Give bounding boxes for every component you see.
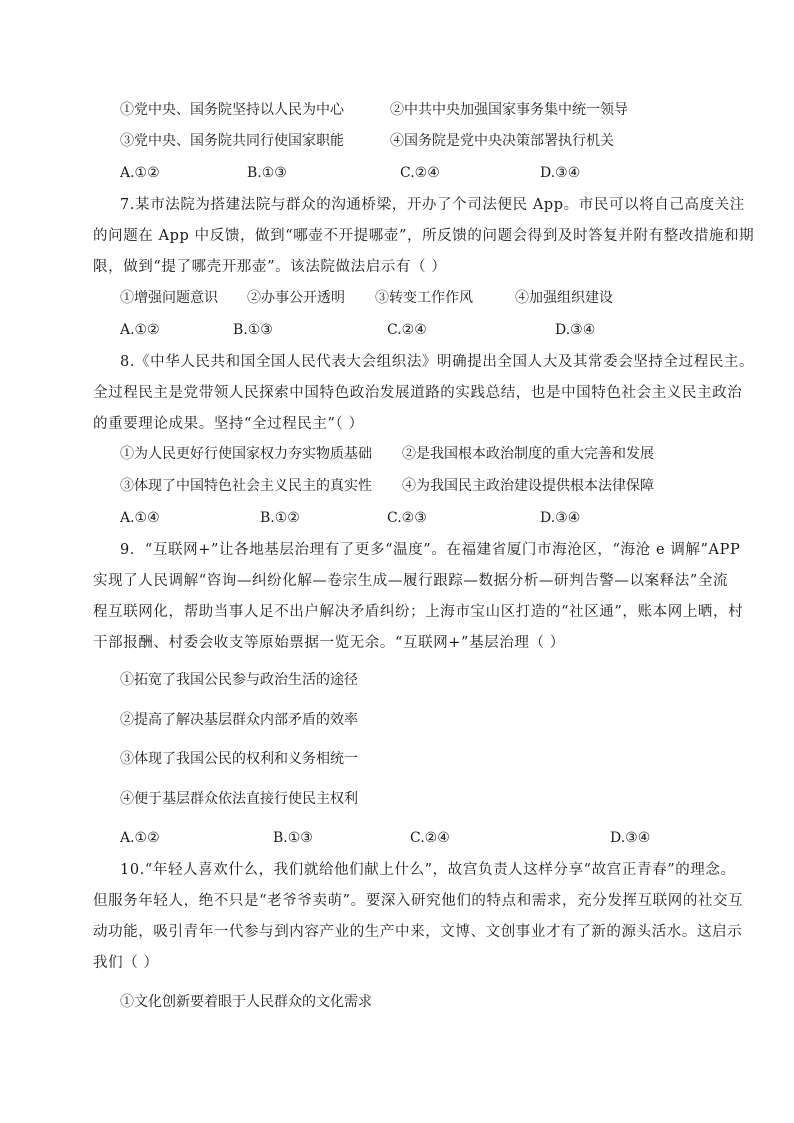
q8-choice-c: C.②③ [387,510,427,526]
q10-stem-line-2: 但服务年轻人，绝不只是“老爷爷卖萌”。要深入研究他们的特点和需求，充分发挥互联网的社交互 [93,893,744,909]
q6-choice-b: B.①③ [247,165,287,181]
q9-choice-c: C.②④ [410,830,450,846]
q6-option-1: ①党中央、国务院坚持以人民为中心 [120,102,344,118]
q9-stem-line-3: 程互联网化，帮助当事人足不出户解决矛盾纠纷；上海市宝山区打造的“社区通”，账本网上晒，村 [93,604,744,620]
q8-choice-b: B.①② [260,510,300,526]
q8-stem-line-2: 全过程民主是党带领人民探索中国特色政治发展道路的实践总结，也是中国特色社会主义民主政治 [93,385,743,401]
q8-option-2: ②是我国根本政治制度的重大完善和发展 [402,446,654,462]
q7-choice-b: B.①③ [233,322,273,338]
q10-stem-line-4: 我们（ ） [93,955,159,971]
q9-option-1: ①拓宽了我国公民参与政治生活的途径 [120,672,358,688]
q6-option-2: ②中共中央加强国家事务集中统一领导 [390,102,628,118]
q9-choice-a: A.①② [120,830,160,846]
q10-stem-line-3: 动功能，吸引青年一代参与到内容产业的生产中来，文博、文创事业才有了新的源头活水。这启示 [93,924,743,940]
q7-stem-line-2: 的问题在 App 中反馈，做到“哪壶不开提哪壶”，所反馈的问题会得到及时答复并附有整改措施和期 [93,228,755,244]
q8-choice-d: D.③④ [540,510,581,526]
q8-option-1: ①为人民更好行使国家权力夯实物质基础 [120,446,372,462]
q8-choice-a: A.①④ [120,510,160,526]
q7-choice-a: A.①② [120,322,160,338]
q9-stem-line-4: 干部报酬、村委会收支等原始票据一览无余。“互联网+”基层治理（ ） [93,635,565,651]
q6-choice-a: A.①② [120,165,160,181]
q7-option-3: ③转变工作作风 [375,290,473,306]
q7-option-1: ①增强问题意识 [120,290,218,306]
q9-stem-line-2: 实现了人民调解“咨询—纠纷化解—卷宗生成—履行跟踪—数据分析—研判告警—以案释法”全流 [93,573,729,589]
q6-option-4: ④国务院是党中央决策部署执行机关 [390,133,614,149]
q9-option-2: ②提高了解决基层群众内部矛盾的效率 [120,712,358,728]
q6-choice-c: C.②④ [400,165,440,181]
q7-choice-c: C.②④ [387,322,427,338]
q10-stem-line-1: 10.“年轻人喜欢什么，我们就给他们献上什么”，故宫负责人这样分享“故宫正青春”的理念。 [120,862,736,878]
q7-option-4: ④加强组织建设 [515,290,613,306]
q7-stem-line-1: 7.某市法院为搭建法院与群众的沟通桥梁，开办了个司法便民 App。市民可以将自己高度关注 [120,197,745,213]
q8-stem-line-1: 8.《中华人民共和国全国人民代表大会组织法》明确提出全国人大及其常委会坚持全过程民主。 [120,354,755,370]
q7-option-2: ②办事公开透明 [247,290,345,306]
q10-option-1: ①文化创新要着眼于人民群众的文化需求 [120,994,372,1010]
q6-choice-d: D.③④ [540,165,581,181]
q8-option-3: ③体现了中国特色社会主义民主的真实性 [120,478,372,494]
q6-option-3: ③党中央、国务院共同行使国家职能 [120,133,344,149]
q9-stem-line-1: 9．“互联网+”让各地基层治理有了更多“温度”。在福建省厦门市海沧区，“海沧 e 调解”APP [120,542,741,558]
q7-stem-line-3: 限，做到“提了哪壳开那壶”。该法院做法启示有（ ） [93,259,447,275]
q8-option-4: ④为我国民主政治建设提供根本法律保障 [402,478,654,494]
q9-option-4: ④便于基层群众依法直接行使民主权利 [120,791,358,807]
q7-choice-d: D.③④ [555,322,596,338]
q9-option-3: ③体现了我国公民的权利和义务相统一 [120,751,358,767]
q9-choice-b: B.①③ [273,830,313,846]
q8-stem-line-3: 的重要理论成果。坚持“全过程民主”（ ） [93,416,364,432]
q9-choice-d: D.③④ [610,830,651,846]
